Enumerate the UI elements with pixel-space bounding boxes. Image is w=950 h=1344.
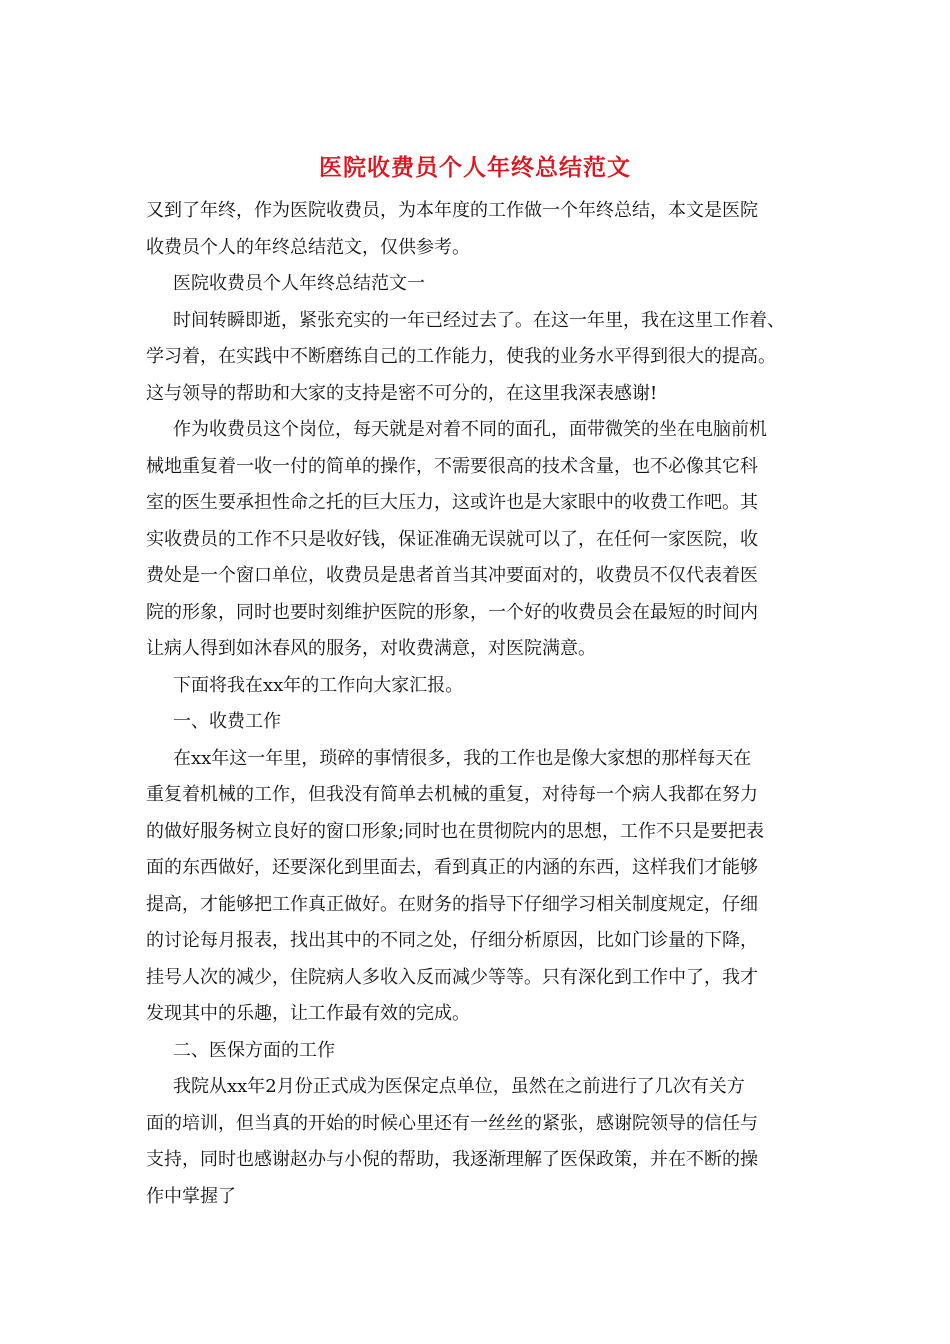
text-line: 在xx年这一年里，琐碎的事情很多，我的工作也是像大家想的那样每天在	[173, 747, 752, 769]
text-line: 发现其中的乐趣，让工作最有效的完成。	[146, 1003, 470, 1024]
text-line: 院的形象，同时也要时刻维护医院的形象，一个好的收费员会在最短的时间内	[146, 601, 758, 623]
text-line: 实收费员的工作不只是收好钱，保证准确无误就可以了，在任何一家医院，收	[146, 528, 758, 550]
paragraph	[146, 193, 826, 266]
text-line: 面的东西做好，还要深化到里面去，看到真正的内涵的东西，这样我们才能够	[146, 857, 758, 878]
text-line: 挂号人次的减少，住院病人多收入反而减少等等。只有深化到工作中了，我才	[146, 966, 758, 988]
text-line: 作中掌握了	[146, 1185, 236, 1207]
document-body	[146, 193, 826, 1215]
text-line: 一、收费工作	[173, 711, 281, 732]
text-line: 下面将我在xx年的工作向大家汇报。	[173, 674, 464, 696]
text-line: 医院收费员个人年终总结范文一	[173, 273, 425, 294]
paragraph	[146, 668, 826, 705]
text-line: 这与领导的帮助和大家的支持是密不可分的，在这里我深表感谢!	[146, 382, 658, 404]
paragraph	[146, 266, 826, 303]
document-title: 医院收费员个人年终总结范文	[319, 154, 631, 181]
paragraph	[146, 303, 826, 413]
paragraph	[146, 1033, 826, 1070]
paragraph	[146, 741, 826, 1033]
text-line: 又到了年终，作为医院收费员，为本年度的工作做一个年终总结，本文是医院	[146, 200, 758, 221]
text-line: 支持，同时也感谢赵办与小倪的帮助，我逐渐理解了医保政策，并在不断的操	[146, 1149, 758, 1170]
paragraph	[146, 704, 826, 741]
text-line: 二、医保方面的工作	[173, 1039, 335, 1061]
text-line: 面的培训，但当真的开始的时候心里还有一丝丝的紧张，感谢院领导的信任与	[146, 1112, 758, 1134]
paragraph	[146, 412, 826, 668]
text-line: 收费员个人的年终总结范文，仅供参考。	[146, 236, 470, 258]
text-line: 学习着，在实践中不断磨练自己的工作能力，使我的业务水平得到很大的提高。	[146, 346, 776, 367]
text-line: 械地重复着一收一付的简单的操作，不需要很高的技术含量，也不必像其它科	[146, 455, 758, 477]
paragraph	[146, 1069, 826, 1215]
text-line: 费处是一个窗口单位，收费员是患者首当其冲要面对的，收费员不仅代表着医	[146, 565, 758, 586]
text-line: 时间转瞬即逝，紧张充实的一年已经过去了。在这一年里，我在这里工作着、	[173, 309, 785, 331]
text-line: 提高，才能够把工作真正做好。在财务的指导下仔细学习相关制度规定，仔细	[146, 893, 758, 915]
text-line: 重复着机械的工作，但我没有简单去机械的重复，对待每一个病人我都在努力	[146, 784, 758, 805]
text-line: 我院从xx年2月份正式成为医保定点单位，虽然在之前进行了几次有关方	[173, 1076, 745, 1097]
text-line: 的讨论每月报表，找出其中的不同之处，仔细分析原因，比如门诊量的下降，	[146, 930, 758, 951]
text-line: 作为收费员这个岗位，每天就是对着不同的面孔，面带微笑的坐在电脑前机	[173, 419, 767, 440]
text-line: 的做好服务树立良好的窗口形象;同时也在贯彻院内的思想，工作不只是要把表	[146, 820, 765, 842]
text-line: 让病人得到如沐春风的服务，对收费满意，对医院满意。	[146, 638, 596, 659]
text-line: 室的医生要承担性命之托的巨大压力，这或许也是大家眼中的收费工作吧。其	[146, 492, 758, 513]
